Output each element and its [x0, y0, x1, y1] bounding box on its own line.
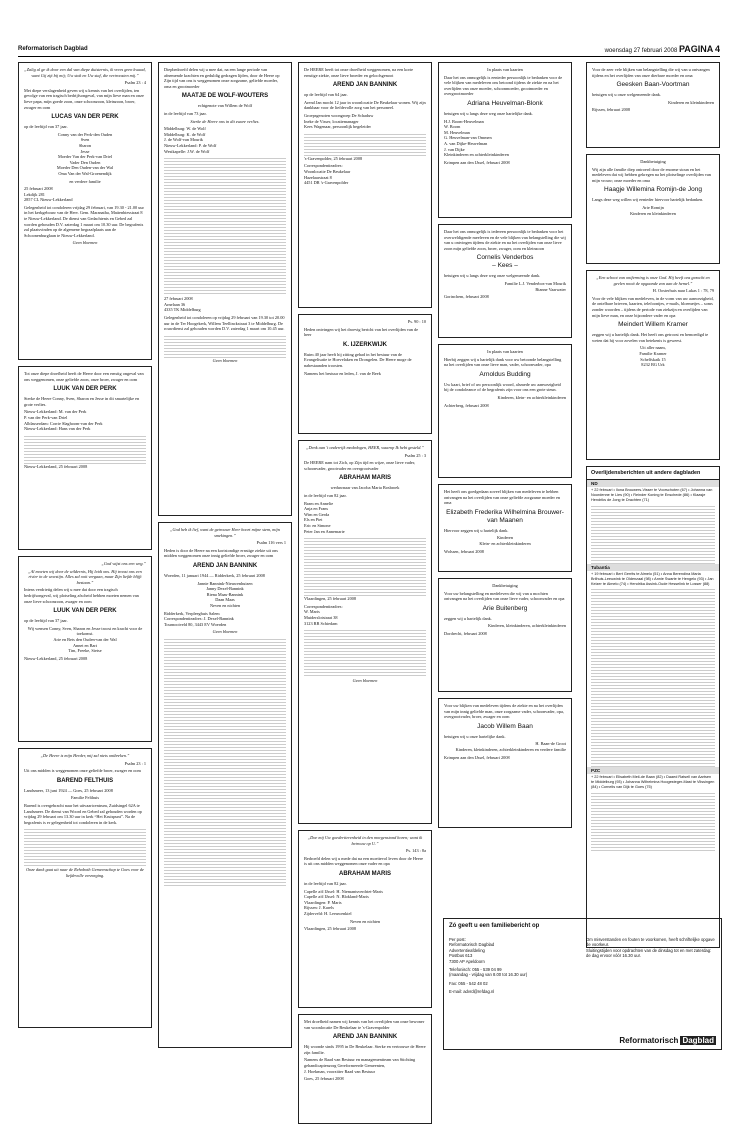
paper-band-pzc: PZC — [587, 767, 719, 774]
deceased-name: LUUK VAN DER PERK — [53, 608, 117, 615]
info-title: Zó geeft u een familiebericht op — [449, 923, 540, 929]
text-filler — [304, 628, 426, 678]
section-title: Overlijdensberichten uit andere dagbladen — [587, 467, 719, 480]
thanks-kramer: „Een schoot van ontferming is onze God. Hij heeft ons gezocht en gevlen nooit de opgaande zon aan de hemel.” H. Oosterhuis naar Lukas 1 : 78, 79 Voor de vele blijken van medeleven, in de vorm van uw aanwezigheid, de ontelbare brieven, kaarten, telefoontjes, e-mails, bloemetjes – soms zonder woorden – tijdens de periode van ziekzijn en overlijden van mijn lieve man, en onze bijzondere vader en opa Meindert Willem Kramer zeggen wij u hartelijk dank. Het heeft ons getroost en bemoedigd te weten dat hij voor zovelen van betekenis is geweest. Uit aller naam, Familie Kramer Schelfskaik 15 8232 BG Urk — [586, 270, 720, 460]
death-notice-lucas: „Zalig al ge ik door een dal van diepe duisternis, ik vrees geen kwaad, want Gij zijt bij mij; Uw stok en Uw staf, die vertroosten mij.” Psalm 23 : 4 Met diepe verslagenheid geven wij u kennis van het overlijden, ten gevolge van een tragisch bedrijfsongeval, van mijn lieve man en onze lieve papa, mijn goede zoon, onze schoonzoon, kleinzoon, broer, zwager en oom LUCAS VAN DER PERK op de leeftijd van 37 jaar. Conny van der Perk-den Ouden Sven Sharon Jesse Moeder Van der Perk-van Driel Vader Den Ouden Moeder Den Ouden-van der Wal Oma Van der Wal-Groenendijk en verdere familie 25 februari 2008 Lekdijk 281 2857 CL Nieuw-Lekkerland Gelegenheid tot condoleren vrijdag 29 februari, van 19.30 - 21.00 uur in het kerkgebouw van de Herv. Gem. Maranatha, Mattenbiesstraat 8 te Nieuw-Lekkerland. De dienst van Gedachtenis en Gebed zal worden gehouden D.V. zaterdag 1 maart om 10.30 uur. De begrafenis zal plaatsvinden op de algemene begraafplaats aan de Schoonenburglaan te Nieuw-Lekkerland. Geen bloemen — [18, 62, 152, 360]
page-number: 4 — [714, 44, 720, 54]
death-notice-arend-jan-1: „God heb ik lief, want de getrouwe Heer hoort mijne stem, mijn smekingen.” Psalm 116 vers 1 Heden is door de Heere na een kortstondige ernstige ziekte uit ons midden weggenomen onze innig geliefde broer, zwager en oom AREND JAN BANNINK Woerden, 11 januari 1944 — Ridderkerk, 25 februari 2008 Jannie Bannink-Nieuwenhuizen Janny Dexel-Bannink Riena Maas-Bannink Daan Maas Neven en nichten Ridderkerk, Verpleeghuis Salem Correspondentieadres: J. Dexel-Bannink Tournooiveld 80, 3443 EV Woerden Geen bloemen — [158, 522, 292, 1048]
page-header — [18, 44, 720, 56]
deceased-name: LUCAS VAN DER PERK — [51, 114, 119, 121]
thanks-voortman: Voor de zeer vele blijken van belangstelling die wij van u ontvangen tijdens en het overlijden van onze dierbare moeder en oma Geesken Baan-Voortman betuigen wij u onze welgemeende dank. Kinderen en kleinkinderen Rijssen, februari 2008 — [586, 62, 720, 148]
thanks-romijn: Dankbetuiging Wij zijn alle familie diep ontroerd door de enorme stoun en het medeleven dat wij hebben gekregen na het plotselinge overlijden van mijn vrouw; onze moeder en oma Haagje Willemina Romijn-de Jong Langs deze weg willen wij eenieder hiervoor hartelijk bedanken. Arie Romijn Kinderen en kleinkinderen — [586, 154, 720, 264]
column-1 — [18, 62, 152, 1034]
deceased-name: AREND JAN BANNINK — [332, 1034, 398, 1041]
thanks-venderbos: Daar het ons onmogelijk is iedereen persoonlijk te bedanken voor het overweldigende meeleven en de vele blijken van belangstelling die wij van u ontvingen tijdens de ziekte en na het overlijden van onze lieve zoon mijn geliefde zoon, broer, zwager, oom en kleinzoon Cornelis Venderbos – Kees – betuigen wij u langs deze weg onze welgemeende dank. Familie L.J. Venderbos-van Mourik Bianne Vaarwater Gorinchem, februari 2008 — [438, 224, 572, 338]
deceased-name: AREND JAN BANNINK — [332, 82, 398, 89]
thanks-buitenberg: Dankbetuiging Voor uw belangstelling en medeleven die wij van u mochten ontvangen na het overlijden van onze lieve vader, schoonvader en opa Arie Buitenberg zeggen wij u hartelijk dank. Kinderen, kleinkinderen, achterkleinkinderen Dordrecht, februari 2008 — [438, 578, 572, 692]
deceased-name: BAREND FELTHUIS — [56, 777, 114, 784]
column-3 — [298, 62, 432, 1130]
text-filler — [591, 791, 715, 851]
text-filler — [591, 504, 715, 564]
deceased-name: Geesken Baan-Voortman — [616, 81, 690, 89]
deceased-name: Arnoldus Budding — [479, 370, 531, 378]
deceased-name: Haagje Willemina Romijn-de Jong — [604, 186, 702, 194]
death-notice-barend: „De Heere is mijn Herder, mij zal niets ontbreken.” Psalm 23 : 1 Uit ons midden is weggenomen onze geliefde broer, zwager en oom BAREND FELTHUIS Landsmeer, 13 juni 1924 — Goes, 25 februari 2008 Familie Felthuis Barend is overgebracht naar het uitvaartcentrum, Zuidsingel 62A te Landsmeer. De dienst van Woord en Gebed zal gehouden worden op vrijdag 29 februari om 13.30 uur in kerk “Het Kruispunt”. Na de begrafenis is er gelegenheid tot condoleren in de kerk. Onze dank gaat uit naar de Rehoboth Gemeenschap te Goes voor de liefdevolle verzorging. — [18, 748, 152, 1028]
deceased-name: Elizabeth Frederika Wilhelmina Brouwer-van Maanen — [446, 508, 564, 524]
thanks-heuvelman: In plaats van kaarten Daar het ons onmogelijk is eenieder persoonlijk te bedanken voor de vele blijken van medeleven ons betoond tijdens de ziekte en na het overlijden van onze moeder, schoonmoeder, grootmoeder en overgrootmoeder Adriana Heuvelman-Blonk betuigen wij u langs deze weg onze hartelijke dank. H.J. Boom-Heuvelman W. Boom M. Heuvelman G. Heuvelman-van Ommen A. van Dijke-Heuvelman J. van Dijke Kleinkinderen en achterkleinkinderen Krimpen aan den IJssel, februari 2008 — [438, 62, 572, 218]
text-filler — [24, 827, 146, 867]
text-filler — [304, 132, 426, 156]
text-filler — [591, 587, 715, 767]
deceased-name: AREND JAN BANNINK — [192, 562, 258, 569]
text-filler — [24, 434, 146, 464]
text-filler — [164, 637, 286, 887]
other-papers-notices: Overlijdensberichten uit andere dagbladen ND + 22 februari • Ilona Brouwers-Visser te Voorschoten (67) • Johanna van Noordenne te Lies (90) • Reinder Koning te Enschede (86) • Klaasje Hendriks de Jong te Drachten (71) Tubantia + 19 februari • Bert Gerrits te Almelo (51) • Anna Berendina Maria Brilhuis-Leeuwink te Oldenzaal (98) • Annie Swarte te Hengelo (93) • Jan Keizer te Almelo (74) • Hendrika Assink-Oude Hesselink te Losser (88) PZC + 22 februari • Elisabeth Meil-de Baan (82) • Daaed Ratsell van Aartsen te Middelburg (93) • Johanna Wilhelmina Hoogesteger-Mast te Vlissingen (84) • Cornelis van Dijk te Goes (75) — [586, 466, 720, 948]
column-2 — [158, 62, 292, 1054]
page-label: PAGINA — [678, 44, 714, 54]
thanks-baan: Voor uw blijken van medeleven tijdens de ziekte en na het overlijden van mijn innig geliefde man, onze zorgzame vader, schoonvader, opa, overgrootvader, broer, zwager en oom Jacob Willem Baan betuigen wij u onze hartelijke dank. H. Baan-de Groot Kinderen, kleinkinderen, achterkleinkinderen en verdere familie Krimpen aan den IJssel, februari 2008 — [438, 698, 572, 828]
deceased-name: ABRAHAM MARIS — [339, 475, 391, 482]
text-filler — [164, 156, 286, 296]
deceased-name: MAATJE DE WOLF-WOUTERS — [181, 93, 269, 100]
deceased-name: LUUK VAN DER PERK — [53, 386, 117, 393]
death-notice-maatje: Diepbedroefd delen wij u mee dat, na een lange periode van afnemende krachten en geduldig gedragen lijden, door de Heere op Zijn tijd van ons is weggenomen onze zorgzame, geliefde moeder, oma en grootmoeder MAATJE DE WOLF-WOUTERS echtgenote van Willem de Wolf in de leeftijd van 73 jaar. Sterke de Heere ons in dit zware verlies. Middelburg: W. de Wolf Middelburg: K. de Wolf J. de Wolf-van Mourik Nieuw-Lekkerland: P. de Wolf Westkapelle: J.W. de Wolf 27 februari 2008 Arnelaan 36 4335 TK Middelburg Gelegenheid tot condoleren op vrijdag 29 februari van 19.30 tot 20.00 uur in de Ter Hoogekerk, Willem Teellinckstraat 3 te Middelburg. De rouwdienst zal gehouden worden D.V. zaterdag 1 maart om 10.45 uur. Geen bloemen — [158, 62, 292, 516]
deceased-name: Cornelis Venderbos – Kees – — [476, 254, 534, 270]
column-5 — [586, 62, 720, 954]
column-4 — [438, 62, 572, 834]
email-link[interactable]: E-mail: advrd@refdag.nl — [449, 989, 495, 995]
paper-logo: Reformatorisch Dagblad — [619, 1036, 714, 1045]
death-notice-abraham-2: „Doe mij Uw goedertierenheid in den morgenstond horen; want ik betrouw op U.” Ps. 143 : 8a Bedroefd delen wij u mede dat na een moeitevol leven door de Heere is uit ons midden weggenomen onze vader en opa ABRAHAM MARIS in de leeftijd van 82 jaar. Capelle a/d IJssel: H. Niemantsverdriet-Maris Capelle a/d IJssel: N. Blokland-Maris Vlaardingen: P. Maris Rijssen: J. Karels Zijderveld: H. Leeuwenkiel Neven en nichten Vlaardingen, 25 februari 2008 — [298, 830, 432, 1008]
death-notice-abraham-1: „Denk aan 't onderrijk mededogen, HEER, waarop Ik hebt gesteld.” Psalm 25 : 3 De HEERE nam tot Zich, op Zijn tijd en wijze, onze lieve vader, schoonvader, grootvader en overgrootvader ABRAHAM MARIS weduwnaar van Jacoba Maria Bosbroek in de leeftijd van 82 jaar. Bram en Annelie Anja en Frans Wim en Gerda Els en Piet Eric en Simone Peter Jan en Annemarie Vlaardingen, 25 februari 2008 Correspondentieadres: W. Maris Muiderslotstraat 38 3123 RB Schiedam Geen bloemen — [298, 440, 432, 824]
death-notice-arend-jan-3: Met droefheid namen wij kennis van het overlijden van onze bewoner van woonlocatie De Beukelaar te 's-Gravenpolder AREND JAN BANNINK Hij woonde sinds 1995 in De Beukelaar. Sterke en vertrouwe de Heere zijn familie. Namens de Raad van Bestuur en managementteam van Stichting gehandicaptenzorg Gereformeerde Gemeenten, J. Hoekman, voorzitter Raad van Bestuur Goes, 25 februari 2008 — [298, 1014, 432, 1124]
thanks-brouwer: Het heeft ons goedgedaan zoveel blijken van medeleven te hebben ontvangen na het overlijden van onze geliefde zorgzame moeder en oma Elizabeth Frederika Wilhelmina Brouwer-van Maanen Hiervoor zeggen wij u hartelijk dank. Kinderen Klein- en achterkleinkinderen Wolssen, februari 2008 — [438, 484, 572, 572]
info-deadlines: Om misverstanden en fouten te voorkomen, heeft schriftelijke opgave de voorkeur. Sluitingstijden voor opdrachten van de dinsdag tot en met zaterdag: de dag ervoor vóór 16.30 uur. — [586, 937, 715, 959]
death-notice-ijzerkwijk: Ps. 90 : 10 Heden ontvingen wij het droevig bericht van het overlijden van de heer K. IJZERKWIJK Ruim 40 jaar heeft hij zitting gehad in het bestuur van de Evangelisatie te Hoevelaken en Drongelen. De Heere moge de nabestaanden troosten. Namens het bestuur en leden, J. van de Beek — [298, 314, 432, 434]
header-rule — [18, 56, 720, 57]
paper-band-nd: ND — [587, 480, 719, 487]
paper-band-tubantia: Tubantia — [587, 564, 719, 571]
submit-notice-info — [443, 918, 722, 1050]
deceased-name: Arie Buitenberg — [482, 604, 528, 612]
deceased-name: ABRAHAM MARIS — [339, 870, 391, 877]
deceased-name: Jacob Willem Baan — [477, 722, 533, 730]
thanks-budding: In plaats van kaarten Hierbij zeggen wij u hartelijk dank voor uw betoonde belangstelling na het overlijden van onze lieve man, vader, schoonvader, opa Arnoldus Budding Uw kaart, brief of uw persoonlijk woord, alsmede uw aanwezigheid bij de condoleance of de begrafenis zijn voor ons een grote steun. Kinderen, klein- en achterkleinkinderen Achterberg, februari 2008 — [438, 344, 572, 478]
deceased-name: Meindert Willem Kramer — [618, 321, 688, 329]
info-contact: Per post: Reformatorisch Dagblad Advertentieafdeling Postbus 613 7300 AP Apeldoorn Telefonisch: 055 - 539 04 99 (maandag - vrijdag van 8.00 tot 16.30 uur) Fax: 055 - 542 48 02 E-mail: advrd@refdag.nl — [449, 937, 579, 998]
deceased-name: K. IJZERKWIJK — [342, 341, 387, 348]
text-filler — [304, 536, 426, 596]
page-date: woensdag 27 februari 2008 PAGINA 4 — [604, 44, 720, 54]
death-notice-luuk-1: Tot onze diepe droefheid heeft de Heere door een ernstig ongeval van ons weggenomen, onze geliefde zoon, onze broer, zwager en oom LUUK VAN DER PERK Sterke de Heere Conny, Sven, Sharon en Jesse in dit smartelijke en grote verlies. Nieuw-Lekkerland: M. van der Perk P. van der Perk-van Driel Alblasserdam: Corrie Slaghoom-van der Perk Nieuw-Lekkerland: Hans van der Perk Nieuw-Lekkerland, 25 februari 2008 — [18, 366, 152, 550]
death-notice-luuk-2: „God wijst ons een weg.” „Al moeten wij door de wildernis, Hij leidt ons. Hij troost ons een rivier in de woestijn. Alles zal ooit vergaan, maar Zijn liefde blijft bestaan.” Intens verdrietig delen wij u mee dat door een tragisch bedrijfsongeval, wij plotseling afscheid hebben moeten nemen van onze lieve schoonzoon, zwager en oom LUUK VAN DER PERK op de leeftijd van 37 jaar. Wij wensen Conny, Sven, Sharon en Jesse troost en kracht voor de toekomst. Arie en Bets den Ouden-van der Wal Annet en Bart Tim, Freeke, Sietse Nieuw-Lekkerland, 25 februari 2008 — [18, 556, 152, 742]
death-notice-arend-jan-2: De HEERE heeft tot onze droefheid weggenomen, na een korte ernstige ziekte, onze lieve broeder en geloofsgenoot AREND JAN BANNINK op de leeftijd van 64 jaar. Arend Jan mocht 12 jaar in woonlocatie De Beukelaar wonen. Wij zijn dankbaar voor de liefdevolle zorg van het personeel. Groepsgenoten woongroep De Schaduw Ineke de Visser, locatiemanager Kees Wagenaar, persoonlijk begeleider 's-Gravenpolder, 25 februari 2008 Correspondentieadres: Woonlocatie De Beukelaar Hazelaarstraat 8 4451 DR 's-Gravenpolder — [298, 62, 432, 308]
text-filler — [164, 334, 286, 358]
newspaper-name: Reformatorisch Dagblad — [18, 46, 88, 52]
deceased-name: Adriana Heuvelman-Blonk — [467, 99, 543, 107]
